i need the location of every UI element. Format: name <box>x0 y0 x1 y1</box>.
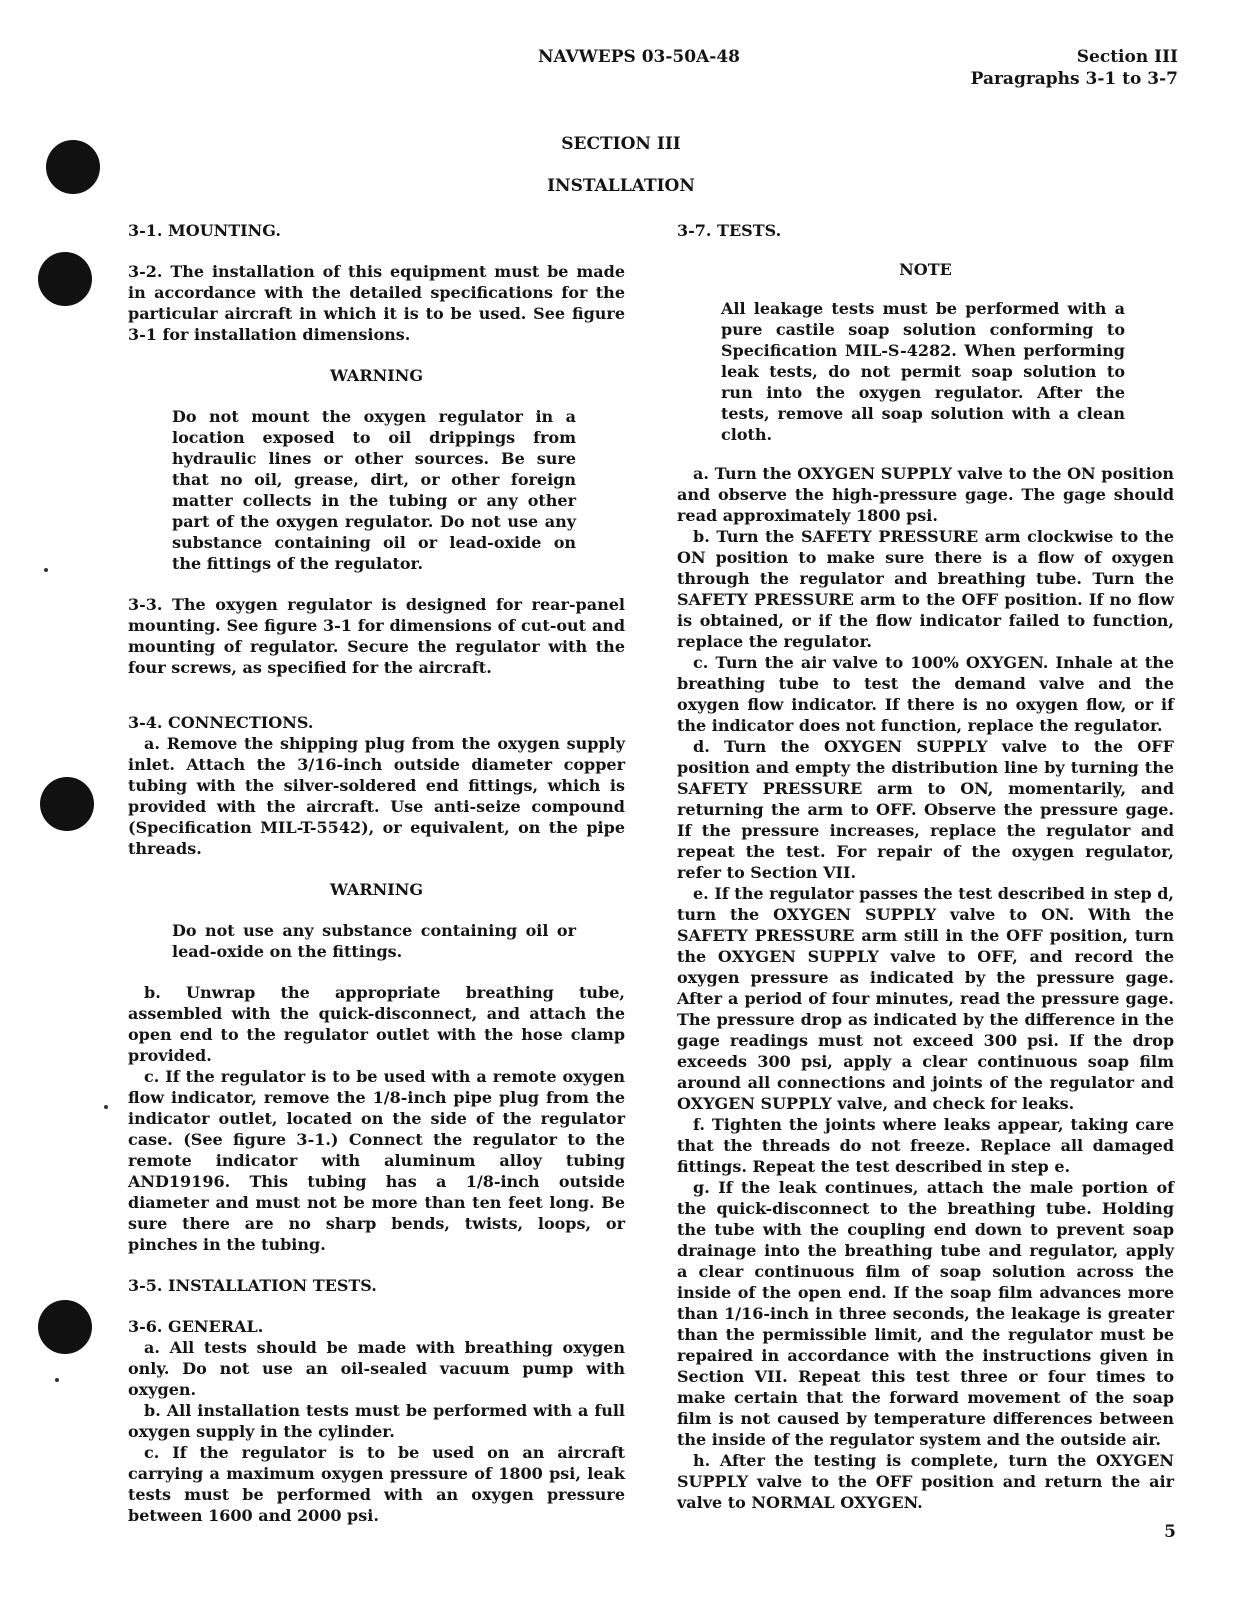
note-title: NOTE <box>899 260 952 279</box>
scan-dot <box>55 1378 59 1382</box>
paragraph-3-6-b: b. All installation tests must be performed with a full oxygen supply in the cylinder. <box>128 1401 625 1441</box>
tests-step-c: c. Turn the air valve to 100% OXYGEN. Inhale at the breathing tube to test the demand valve and the oxygen flow indicator. If there is no oxygen flow, or if the indicator does not function, replace the regulator. <box>677 653 1174 735</box>
warning-title: WARNING <box>329 366 424 385</box>
page-number: 5 <box>1164 1522 1176 1542</box>
heading-3-7: 3-7. TESTS. <box>677 221 782 240</box>
punch-hole <box>40 777 94 831</box>
paragraphs-label: Paragraphs 3-1 to 3-7 <box>970 69 1178 89</box>
page-header-right <box>971 46 1178 90</box>
scan-dot <box>104 1105 108 1109</box>
note-text: All leakage tests must be performed with a pure castile soap solution conforming to Specification MIL-S-4282. When performing leak tests, do not permit soap solution to run into the oxygen regulator. After the tests, remove all soap solution with a clean cloth. <box>721 299 1125 444</box>
heading-3-4: 3-4. CONNECTIONS. <box>128 713 314 732</box>
warning-text: Do not mount the oxygen regulator in a location exposed to oil drippings from hydraulic lines or other sources. Be sure that no oil, grease, dirt, or other foreign matter collects in the tubing or any other part of the oxygen regulator. Do not use any substance containing oil or lead-oxide on the fittings of the regulator. <box>172 407 576 573</box>
tests-step-f: f. Tighten the joints where leaks appear, taking care that the threads do not freeze. Replace all damaged fittings. Repeat the test described in step e. <box>677 1115 1174 1176</box>
punch-hole <box>38 252 92 306</box>
heading-3-6: 3-6. GENERAL. <box>128 1317 264 1336</box>
warning-title: WARNING <box>329 880 424 899</box>
heading-3-5: 3-5. INSTALLATION TESTS. <box>128 1276 377 1295</box>
right-column <box>677 220 1174 1513</box>
tests-step-a: a. Turn the OXYGEN SUPPLY valve to the ON position and observe the high-pressure gage. The gage should read approximately 1800 psi. <box>677 464 1174 525</box>
section-title: SECTION III <box>561 134 681 154</box>
warning-text: Do not use any substance containing oil or lead-oxide on the fittings. <box>172 921 576 961</box>
paragraph-3-6-c: c. If the regulator is to be used on an aircraft carrying a maximum oxygen pressure of 1800 psi, leak tests must be performed with an oxygen pressure between 1600 and 2000 psi. <box>128 1443 625 1525</box>
heading-3-1: 3-1. MOUNTING. <box>128 221 281 240</box>
paragraph-3-4-a: a. Remove the shipping plug from the oxygen supply inlet. Attach the 3/16-inch outside diameter copper tubing with the silver-soldered end fittings, which is provided with the aircraft. Use anti-seize compound (Specification MIL-T-5542), or equivalent, on the pipe threads. <box>128 734 625 858</box>
tests-step-b: b. Turn the SAFETY PRESSURE arm clockwise to the ON position to make sure there is a flow of oxygen through the regulator and breathing tube. Turn the SAFETY PRESSURE arm to the OFF position. If no flow is obtained, or if the flow indicator failed to function, replace the regulator. <box>677 527 1174 651</box>
paragraph-3-3: 3-3. The oxygen regulator is designed for rear-panel mounting. See figure 3-1 for dimensions of cut-out and mounting of regulator. Secure the regulator with the four screws, as specified for the aircraft. <box>128 595 625 677</box>
paragraph-3-2: 3-2. The installation of this equipment must be made in accordance with the detailed specifications for the particular aircraft in which it is to be used. See figure 3-1 for installation dimensions. <box>128 262 625 344</box>
paragraph-3-6-a: a. All tests should be made with breathing oxygen only. Do not use an oil-sealed vacuum pump with oxygen. <box>128 1338 625 1399</box>
tests-step-g: g. If the leak continues, attach the male portion of the quick-disconnect to the breathing tube. Holding the tube with the coupling end down to prevent soap drainage into the breathing tube and regulator, apply a clear continuous film of soap solution across the inside of the open end. If the soap film advances more than 1/16-inch in three seconds, the leakage is greater than the permissible limit, and the regulator must be repaired in accordance with the instructions given in Section VII. Repeat this test three or four times to make certain that the forward movement of the soap film is not caused by temperature differences between the inside of the regulator system and the outside air. <box>677 1178 1174 1449</box>
punch-hole <box>38 1300 92 1354</box>
scan-dot <box>44 568 48 572</box>
section-label: Section III <box>1076 47 1178 67</box>
left-column <box>128 220 625 1526</box>
section-name: INSTALLATION <box>547 176 695 196</box>
document-number: NAVWEPS 03-50A-48 <box>538 47 740 67</box>
tests-step-e: e. If the regulator passes the test described in step d, turn the OXYGEN SUPPLY valve to ON. With the SAFETY PRESSURE arm still in the OFF position, turn the OXYGEN SUPPLY valve to OFF, and record the oxygen pressure as indicated by the pressure gage. After a period of four minutes, read the pressure gage. The pressure drop as indicated by the difference in the gage readings must not exceed 300 psi. If the drop exceeds 300 psi, apply a clear continuous soap film around all connections and joints of the regulator and OXYGEN SUPPLY valve, and check for leaks. <box>677 884 1174 1113</box>
tests-step-h: h. After the testing is complete, turn the OXYGEN SUPPLY valve to the OFF position and return the air valve to NORMAL OXYGEN. <box>677 1451 1174 1512</box>
paragraph-3-4-c: c. If the regulator is to be used with a remote oxygen flow indicator, remove the 1/8-inch pipe plug from the indicator outlet, located on the side of the regulator case. (See figure 3-1.) Connect the regulator to the remote indicator with aluminum alloy tubing AND19196. This tubing has a 1/8-inch outside diameter and must not be more than ten feet long. Be sure there are no sharp bends, twists, loops, or pinches in the tubing. <box>128 1067 625 1254</box>
tests-step-d: d. Turn the OXYGEN SUPPLY valve to the OFF position and empty the distribution line by turning the SAFETY PRESSURE arm to ON, momentarily, and returning the arm to OFF. Observe the pressure gage. If the pressure increases, replace the regulator and repeat the test. For repair of the oxygen regulator, refer to Section VII. <box>677 737 1174 882</box>
paragraph-3-4-b: b. Unwrap the appropriate breathing tube, assembled with the quick-disconnect, and attach the open end to the regulator outlet with the hose clamp provided. <box>128 983 625 1065</box>
